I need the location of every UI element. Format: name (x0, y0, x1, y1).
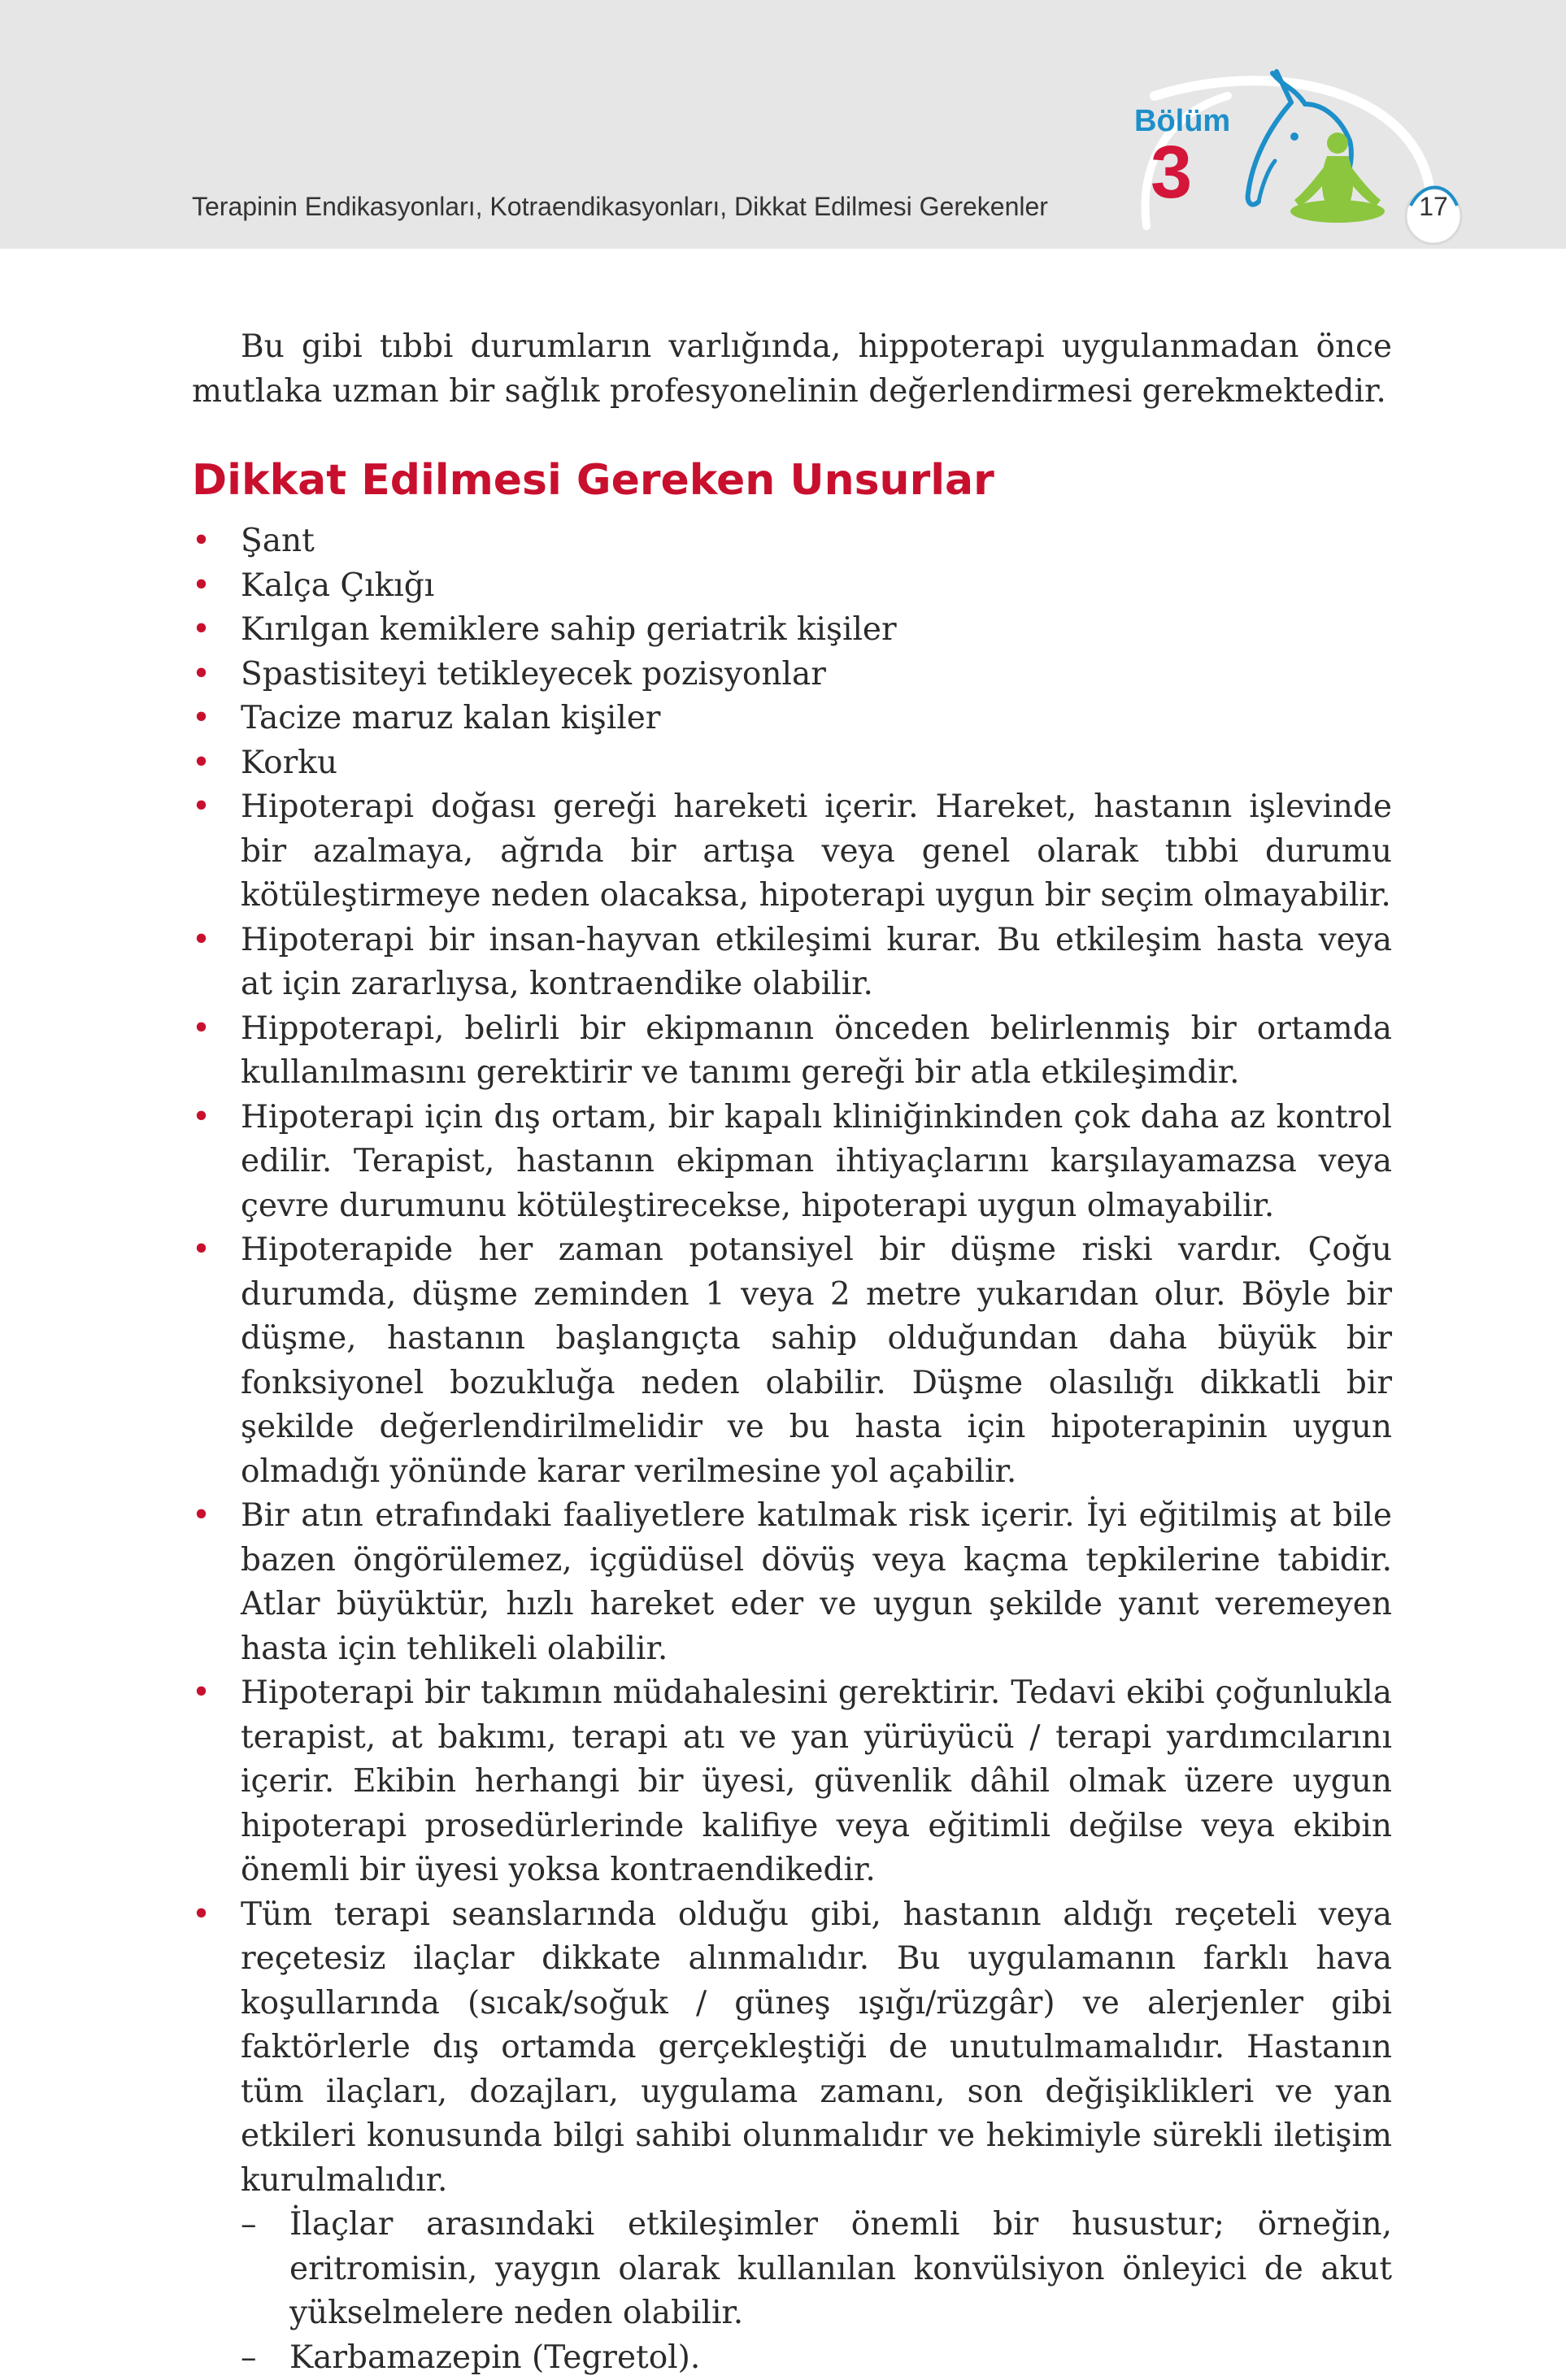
list-item: • Hipoterapi için dış ortam, bir kapalı kliniğinkinden çok daha az kontrol edilir. Terapist, hastanın ekipman ihtiyaçlarını karşılayamazsa veya çevre durumunu kötüleştirecekse, hipoterapi uygun olmayabilir. (192, 1096, 1392, 1229)
horse-head-logo-icon (1081, 63, 1464, 250)
running-title: Terapinin Endikasyonları, Kotraendikasyonları, Dikkat Edilmesi Gerekenler (192, 192, 1048, 222)
section-title: Dikkat Edilmesi Gereken Unsurlar (192, 454, 1392, 506)
bullet-list (192, 519, 1392, 2203)
sub-bullet-list (192, 2203, 1392, 2380)
intro-paragraph: Bu gibi tıbbi durumların varlığında, hippoterapi uygulanmadan önce mutlaka uzman bir sağlık profesyonelinin değerlendirmesi gerekmektedir. (192, 325, 1392, 414)
page-body (192, 325, 1392, 2380)
sub-list-item: – İlaçlar arasındaki etkileşimler önemli bir husustur; örneğin, eritromisin, yaygın olarak kullanılan konvülsiyon önleyici de akut yükselmelere neden olabilir. (241, 2203, 1392, 2336)
list-item: • Şant (192, 519, 1392, 564)
meditation-figure-icon (1290, 132, 1385, 223)
list-item: • Tacize maruz kalan kişiler (192, 697, 1392, 741)
list-item: • Kırılgan kemiklere sahip geriatrik kişiler (192, 608, 1392, 653)
list-item: • Hipoterapi bir takımın müdahalesini gerektirir. Tedavi ekibi çoğunlukla terapist, at bakımı, terapi atı ve yan yürüyücü / terapi yardımcılarını içerir. Ekibin herhangi bir üyesi, güvenlik dâhil olmak üzere uygun hipoterapi prosedürlerinde kalifiye veya eğitimli değilse veya ekibin önemli bir üyesi yoksa kontraendikedir. (192, 1671, 1392, 1893)
list-item: • Spastisiteyi tetikleyecek pozisyonlar (192, 653, 1392, 697)
list-item: • Hipoterapi doğası gereği hareketi içerir. Hareket, hastanın işlevinde bir azalmaya, ağrıda bir artışa veya genel olarak tıbbi durumu kötüleştirmeye neden olacaksa, hipoterapi uygun bir seçim olmayabilir. (192, 785, 1392, 919)
chapter-number: 3 (1151, 130, 1192, 215)
list-item: • Hippoterapi, belirli bir ekipmanın önceden belirlenmiş bir ortamda kullanılmasını gerektirir ve tanımı gereği bir atla etkileşimdir. (192, 1007, 1392, 1096)
page-header (0, 0, 1566, 249)
list-item: • Bir atın etrafındaki faaliyetlere katılmak risk içerir. İyi eğitilmiş at bile bazen öngörülemez, içgüdüsel dövüş veya kaçma tepkilerine tabidir. Atlar büyüktür, hızlı hareket eder ve uygun şekilde yanıt veremeyen hasta için tehlikeli olabilir. (192, 1494, 1392, 1671)
list-item: • Hipoterapi bir insan-hayvan etkileşimi kurar. Bu etkileşim hasta veya at için zararlıysa, kontraendike olabilir. (192, 919, 1392, 1007)
list-item: • Korku (192, 741, 1392, 786)
list-item: • Tüm terapi seanslarında olduğu gibi, hastanın aldığı reçeteli veya reçetesiz ilaçlar dikkate alınmalıdır. Bu uygulamanın farklı hava koşullarında (sıcak/soğuk / güneş ışığı/rüzgâr) ve alerjenler gibi faktörlerle dış ortamda gerçekleştiği de unutulmamalıdır. Hastanın tüm ilaçları, dozajları, uygulama zamanı, son değişiklikleri ve yan etkileri konusunda bilgi sahibi olunmalıdır ve hekimiyle sürekli iletişim kurulmalıdır. (192, 1893, 1392, 2204)
list-item: • Kalça Çıkığı (192, 564, 1392, 609)
page-number: 17 (1411, 192, 1456, 222)
sub-list-item: – Karbamazepin (Tegretol). (241, 2336, 1392, 2380)
chapter-label: Bölüm (1134, 104, 1230, 139)
list-item: • Hipoterapide her zaman potansiyel bir düşme riski vardır. Çoğu durumda, düşme zeminden 1 veya 2 metre yukarıdan olur. Böyle bir düşme, hastanın başlangıçta sahip olduğundan daha büyük bir fonksiyonel bozukluğa neden olabilir. Düşme olasılığı dikkatli bir şekilde değerlendirilmelidir ve bu hasta için hipoterapinin uygun olmadığı yönünde karar verilmesine yol açabilir. (192, 1228, 1392, 1494)
